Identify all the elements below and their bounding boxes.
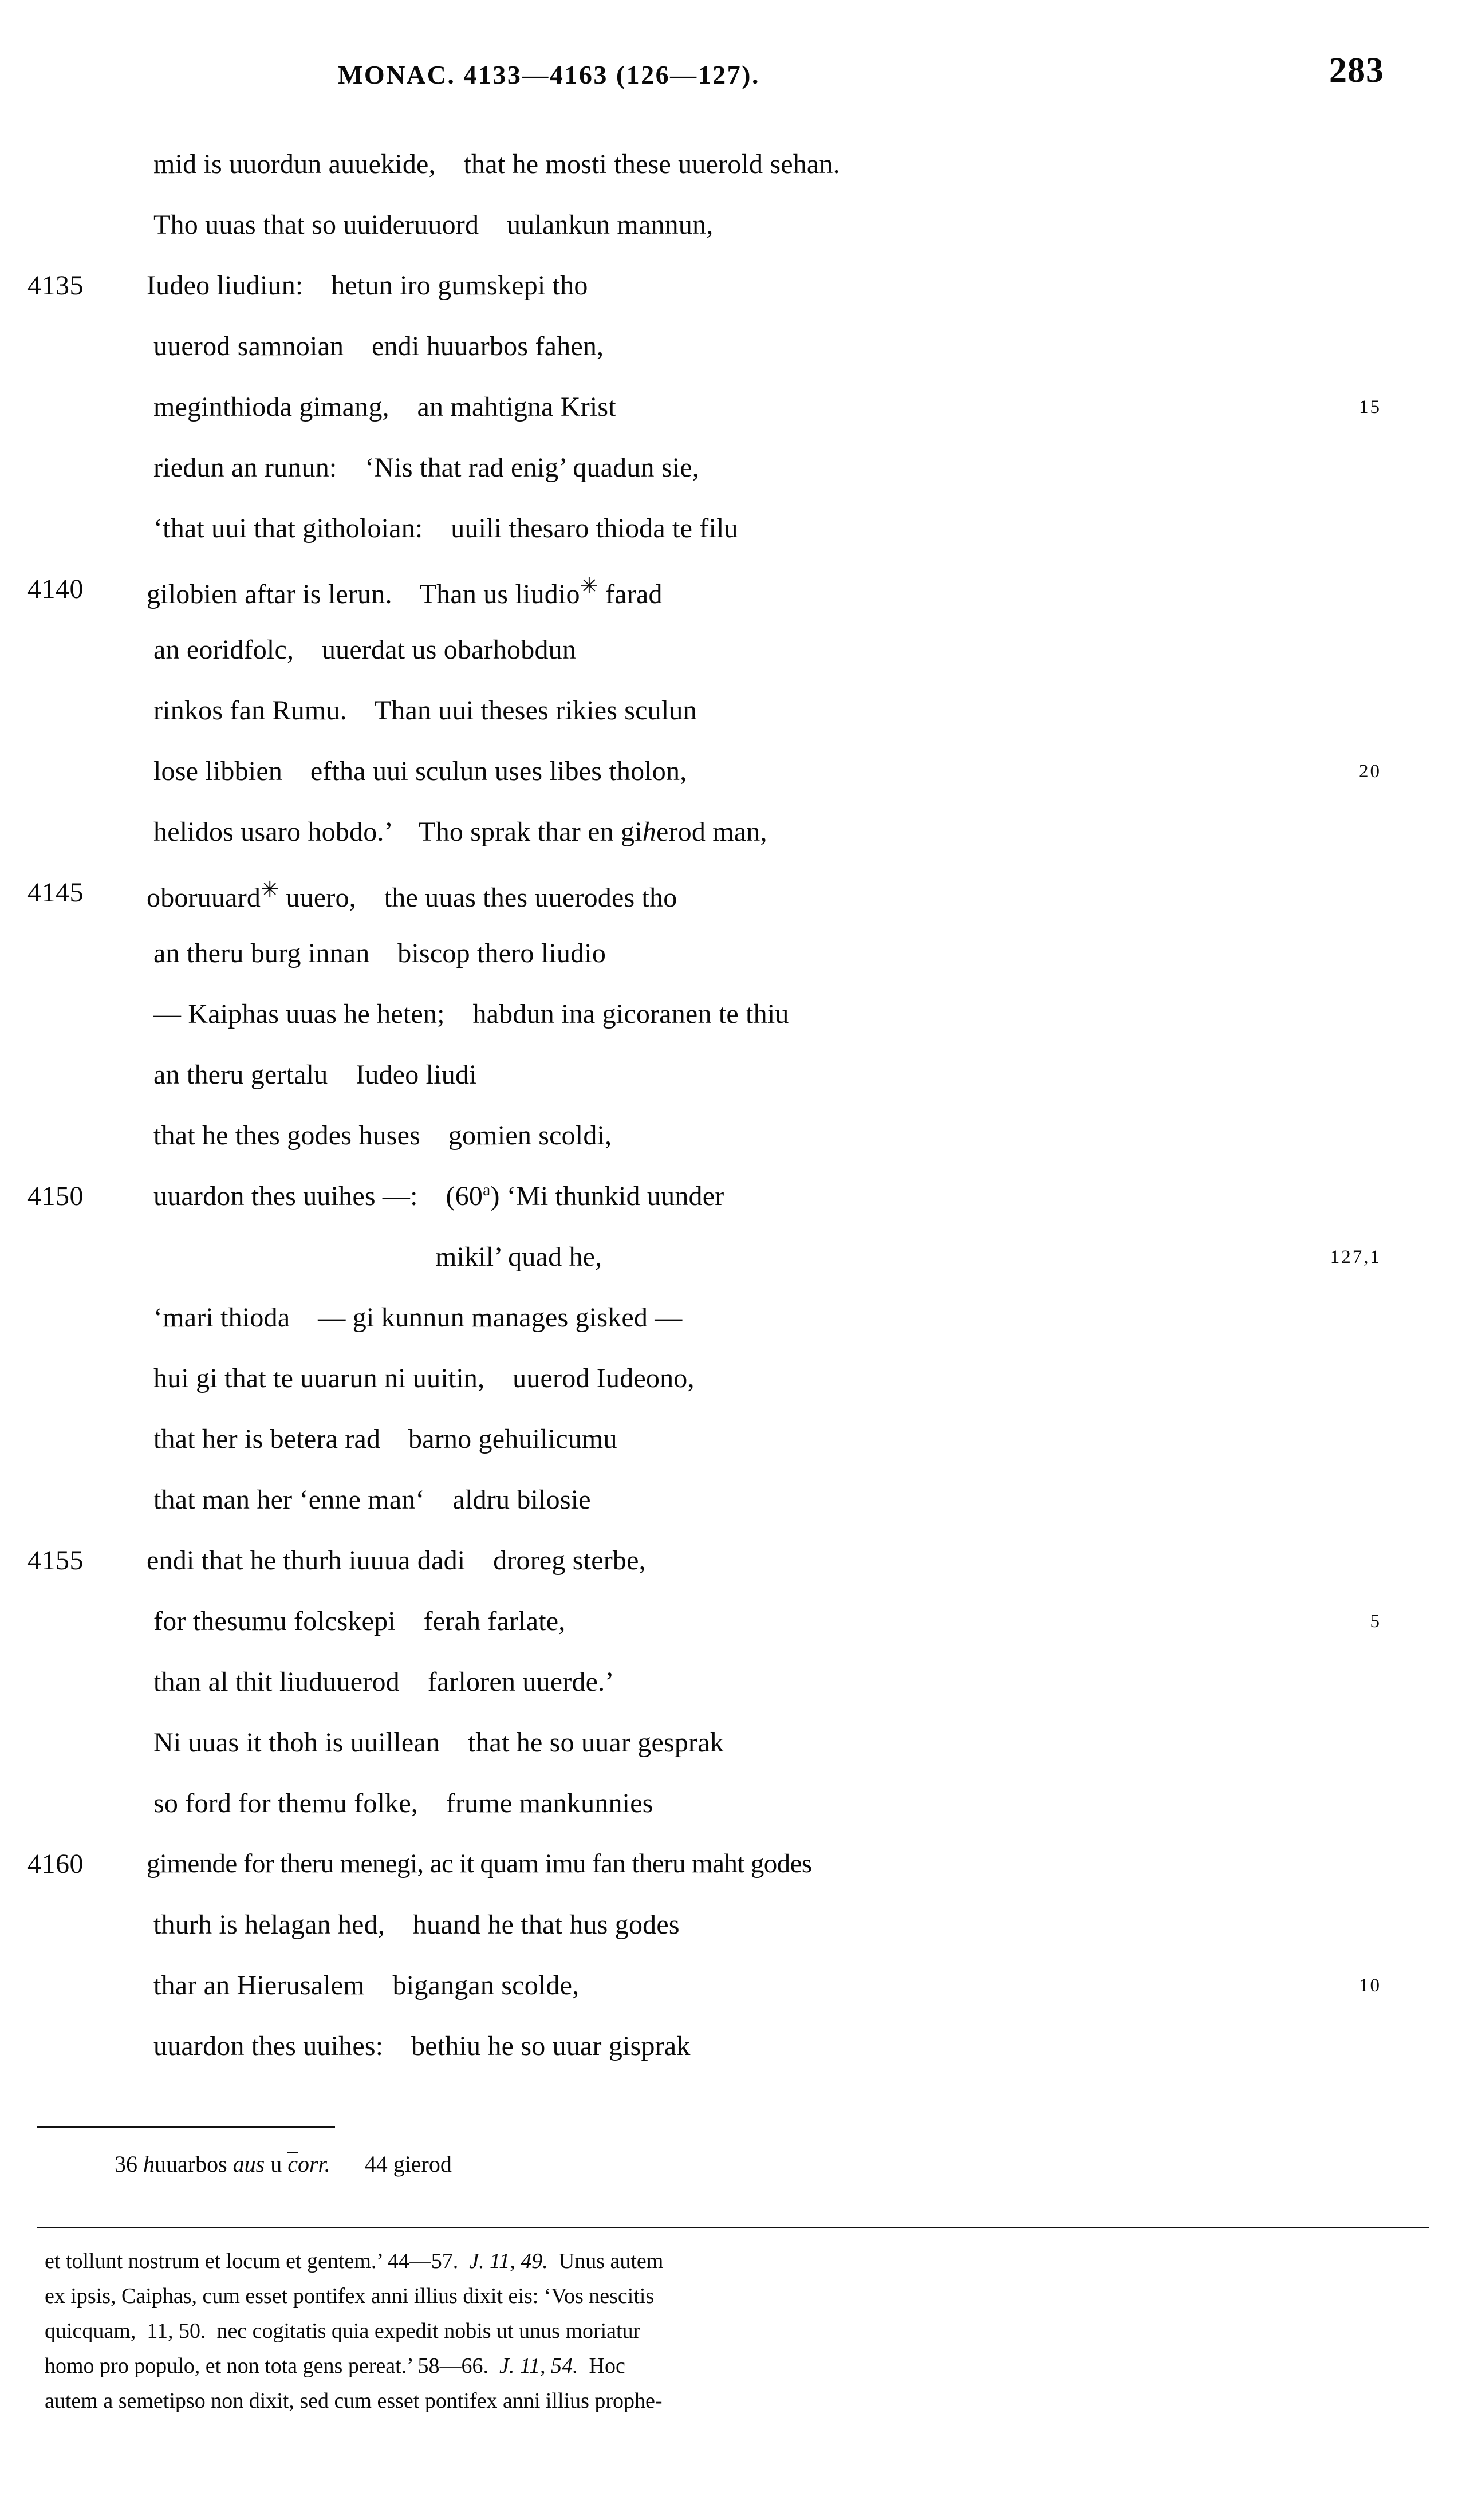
verse-line — [0, 692, 1466, 753]
verse-text: an theru burg innan biscop thero liudio — [153, 938, 606, 968]
verse-text: that her is betera rad barno gehuilicumu — [153, 1424, 617, 1454]
verse-line — [0, 1967, 1466, 2028]
verse-number: 4145 — [27, 877, 84, 908]
variant-apparatus — [115, 2151, 452, 2178]
verse-text: — Kaiphas uuas he heten; habdun ina gicoranen te thiu — [153, 999, 789, 1029]
verse-number: 4160 — [27, 1849, 84, 1879]
verse-text: helidos usaro hobdo.’ Tho sprak thar en giherod man, — [153, 817, 767, 847]
latin-apparatus-line: et tollunt nostrum et locum et gentem.’ 44—57. J. 11, 49. Unus autem — [45, 2249, 664, 2273]
verse-line — [0, 1724, 1466, 1785]
apparatus-rule — [37, 2126, 335, 2128]
variant-lemma: uuarbos — [155, 2151, 233, 2177]
verse-number: 4135 — [27, 270, 84, 301]
verse-line — [0, 450, 1466, 510]
verse-number: 4150 — [27, 1181, 84, 1211]
margin-line-number: 20 — [1359, 761, 1381, 782]
verse-line — [0, 1664, 1466, 1724]
verse-text: an theru gertalu Iudeo liudi — [153, 1060, 477, 1090]
verse-line — [0, 1300, 1466, 1360]
verse-line — [0, 1117, 1466, 1178]
variant-lemma-2: gierod — [393, 2151, 452, 2177]
verse-line — [0, 1542, 1466, 1603]
latin-apparatus-line: homo pro populo, et non tota gens pereat.’ 58—66. J. 11, 54. Hoc — [45, 2354, 625, 2378]
verse-line — [0, 389, 1466, 450]
verse-text: thurh is helagan hed, huand he that hus godes — [153, 1909, 680, 1940]
italic-letter: h — [642, 817, 656, 847]
folio-superscript: a — [483, 1180, 491, 1199]
verse-text: an eoridfolc, uuerdat us obarhobdun — [153, 635, 577, 665]
verse-line — [0, 1360, 1466, 1421]
margin-line-number: 10 — [1359, 1975, 1381, 1996]
verse-text: mid is uuordun auuekide, that he mosti these uuerold sehan. — [153, 149, 840, 179]
variant-note-aus: aus — [232, 2151, 271, 2177]
verse-text: Ni uuas it thoh is uuillean that he so uuar gesprak — [153, 1727, 724, 1758]
verse-text: uuardon thes uuihes —: (60$^a$) ‘Mi thunkid uunder — [153, 1180, 724, 1211]
variant-corr-overline: c — [287, 2151, 298, 2177]
variant-source-letter: u — [270, 2151, 288, 2177]
margin-line-number: 5 — [1370, 1611, 1381, 1632]
verse-line — [0, 1785, 1466, 1846]
verse-text: lose libbien eftha uui sculun uses libes tholon, — [153, 756, 687, 786]
verse-line — [0, 571, 1466, 632]
margin-line-number: 127,1 — [1330, 1247, 1381, 1267]
verse-line — [0, 1057, 1466, 1117]
verse-text: endi that he thurh iuuua dadi droreg sterbe, — [147, 1545, 646, 1576]
footnote-asterisk-marker: ✳ — [261, 878, 279, 902]
verse-text: uuardon thes uuihes: bethiu he so uuar gisprak — [153, 2031, 691, 2061]
verse-line — [0, 1239, 1466, 1300]
verse-text: uuerod samnoian endi huuarbos fahen, — [153, 331, 604, 361]
scripture-sigla: J. 11, 49. — [469, 2249, 548, 2273]
verse-line — [0, 510, 1466, 571]
verse-line — [0, 1907, 1466, 1967]
verse-line — [0, 935, 1466, 996]
verse-text: riedun an runun: ‘Nis that rad enig’ quadun sie, — [153, 452, 700, 483]
verse-text: for thesumu folcskepi ferah farlate, — [153, 1606, 566, 1636]
verse-line — [0, 328, 1466, 389]
verse-line — [0, 1421, 1466, 1482]
latin-apparatus-line: autem a semetipso non dixit, sed cum esset pontifex anni illius prophe- — [45, 2389, 663, 2413]
verse-text: oboruuard✳ uuero, the uuas thes uuerodes tho — [147, 878, 677, 913]
verse-text: Tho uuas that so uuideruuord uulankun mannun, — [153, 210, 714, 240]
latin-apparatus-line: ex ipsis, Caiphas, cum esset pontifex anni illius dixit eis: ‘Vos nescitis — [45, 2284, 655, 2308]
verse-line — [0, 632, 1466, 692]
running-head-title: MONAC. 4133—4163 (126—127). — [338, 60, 760, 89]
verse-text: Iudeo liudiun: hetun iro gumskepi tho — [147, 270, 588, 301]
latin-apparatus-line: quicquam, 11, 50. nec cogitatis quia expedit nobis ut unus moriatur — [45, 2319, 641, 2343]
margin-line-number: 15 — [1359, 397, 1381, 418]
verse-line — [0, 2028, 1466, 2089]
verse-line — [0, 267, 1466, 328]
verse-text: that man her ʻenne manʻ aldru bilosie — [153, 1485, 591, 1515]
verse-number: 4140 — [27, 574, 84, 604]
verse-text: so ford for themu folke, frume mankunnies — [153, 1788, 653, 1818]
verse-line — [0, 1178, 1466, 1239]
verse-text: meginthioda gimang, an mahtigna Krist — [153, 392, 616, 422]
verse-text: that he thes godes huses gomien scoldi, — [153, 1120, 612, 1151]
verse-text: rinkos fan Rumu. Than uui theses rikies sculun — [153, 695, 697, 726]
variant-italic-letter: h — [143, 2151, 155, 2177]
verse-line — [0, 1482, 1466, 1542]
verse-line — [0, 1603, 1466, 1664]
verse-text: mikil’ quad he, — [435, 1242, 602, 1272]
verse-line — [0, 753, 1466, 814]
variant-line-number: 36 — [115, 2151, 143, 2177]
latin-apparatus — [45, 2244, 1385, 2419]
verse-text: thar an Hierusalem bigangan scolde, — [153, 1970, 580, 2001]
variant-corr-label: orr. — [297, 2151, 365, 2177]
scripture-sigla: J. 11, 54. — [499, 2354, 578, 2378]
verse-line — [0, 814, 1466, 875]
verse-text: gimende for theru menegi, ac it quam imu fan theru maht godes — [147, 1849, 812, 1879]
footnote-asterisk-marker: ✳ — [580, 574, 598, 598]
variant-line-number-2: 44 — [364, 2151, 393, 2177]
verse-text: hui gi that te uuarun ni uuitin, uuerod Iudeono, — [153, 1363, 695, 1393]
running-head — [0, 51, 1466, 111]
verse-line — [0, 996, 1466, 1057]
verse-text: than al thit liuduuerod farloren uuerde.’ — [153, 1667, 614, 1697]
verse-line — [0, 146, 1466, 207]
verse-line — [0, 1846, 1466, 1907]
verse-text: ‘that uui that githoloian: uuili thesaro thioda te filu — [153, 513, 738, 544]
page-number: 283 — [1329, 51, 1384, 90]
verse-line — [0, 207, 1466, 267]
verse-number: 4155 — [27, 1545, 84, 1576]
verse-line — [0, 875, 1466, 935]
verse-block — [0, 146, 1466, 2089]
verse-text: gilobien aftar is lerun. Than us liudio✳ farad — [147, 574, 663, 609]
latin-apparatus-rule — [37, 2227, 1429, 2228]
verse-text: ‘mari thioda –– gi kunnun manages gisked — — [153, 1302, 683, 1333]
